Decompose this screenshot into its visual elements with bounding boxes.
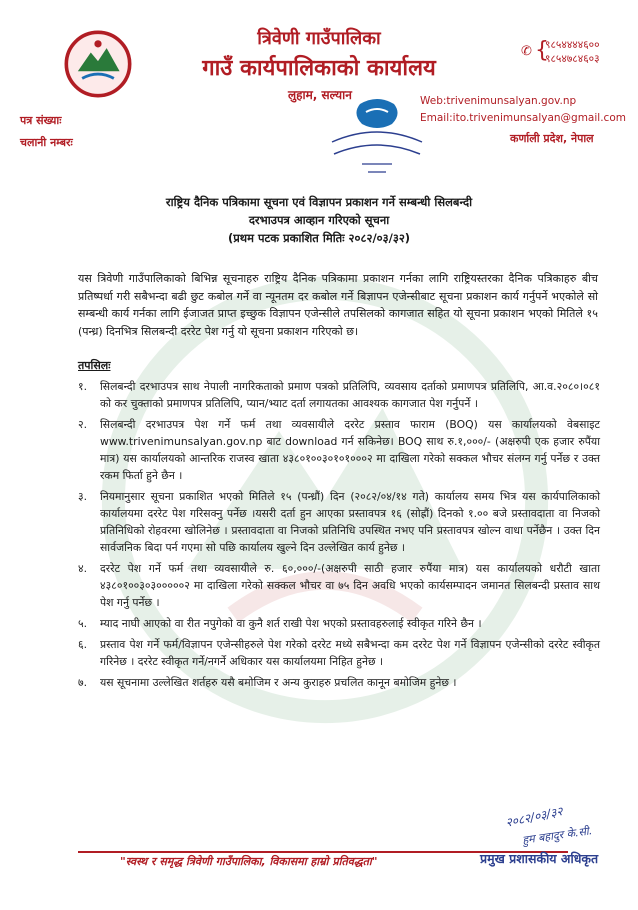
handwritten-signature-date: २०८२/०३/३२ <box>504 804 564 830</box>
list-item <box>78 636 600 670</box>
patra-sankhya-label: पत्र संख्याः <box>20 114 62 127</box>
list-item <box>78 674 600 691</box>
list-item <box>78 416 600 484</box>
chalani-number-label: चलानी नम्बरः <box>20 136 73 149</box>
phone-number-2: ९८५४७८४६०३ <box>545 53 600 65</box>
website: Web:trivenimunsalyan.gov.np <box>420 95 577 107</box>
municipality-name: त्रिवेणी गाउँपालिका <box>257 28 381 49</box>
item-number: ६. <box>78 638 88 651</box>
item-number: २. <box>78 418 88 431</box>
list-item <box>78 488 600 556</box>
office-location: लुहाम, सल्यान <box>288 88 352 102</box>
item-text: यस सूचनामा उल्लेखित शर्तहरु यसै बमोजिम र अन्य कुराहरु प्रचलित कानून बमोजिम हुनेछ । <box>100 676 457 689</box>
terms-list <box>78 378 600 695</box>
notice-title-line-1: राष्ट्रिय दैनिक पत्रिकामा सूचना एवं विज्ञापन प्रकाशन गर्ने सम्बन्धी सिलबन्दी <box>165 195 473 209</box>
list-item <box>78 615 600 632</box>
item-text: प्रस्ताव पेश गर्ने फर्म/विज्ञापन एजेन्सीहरुले पेश गरेको दररेट मध्ये सबैभन्दा कम दररेट पेश गर्ने विज्ञापन एजेन्सीको दररेट स्वीकृत गरिनेछ । दररेट स्वीकृत गर्ने/नगर्ने अधिकार यस कार्यालयमा निहित हुनेछ । <box>100 638 600 668</box>
phone-brace: { <box>535 38 549 63</box>
notice-publish-date: (प्रथम पटक प्रकाशित मितिः २०८२/०३/३२) <box>227 231 411 245</box>
phone-icon: ✆ <box>521 44 532 59</box>
signatory-name: हुम बहादुर के.सी. <box>521 824 594 847</box>
email-address: Email:ito.trivenimunsalyan@gmail.com <box>420 112 626 124</box>
notice-title-line-2: दरभाउपत्र आव्हान गरिएको सूचना <box>248 213 390 227</box>
item-number: ७. <box>78 676 88 689</box>
item-text: नियमानुसार सूचना प्रकाशित भएको मितिले १५ (पन्ध्रौं) दिन (२०८२/०४/१४ गते) कार्यालय समय भित्र यस कार्यपालिकाको कार्यालयमा दररेट पेश गरिसक्नु पर्नेछ ।यसरी दर्ता हुन आएका प्रस्तावपत्र १६ (सोह्रौं) दिनको १.०० बजे प्रस्तावदाता वा निजको प्रतिनिधिको रोहवरमा खोलिनेछ । प्रस्तावदाता वा निजको प्रतिनिधि उपस्थित नभए पनि प्रस्तावपत्र खोल्न वाधा पर्नेछैन । उक्त दिन सार्वजनिक बिदा पर्न गएमा सो पछि कार्यालय खुल्ने दिन उल्लेखित कार्य हुनेछ । <box>100 490 600 554</box>
item-number: ३. <box>78 490 88 503</box>
item-number: ५. <box>78 617 88 630</box>
item-text: सिलबन्दी दरभाउपत्र पेश गर्ने फर्म तथा व्यवसायीले दररेट प्रस्ताव फाराम (BOQ) यस कार्यालयको वेबसाइट www.trivenimunsalyan.gov.np बाट download गर्न सकिनेछ। BOQ साथ रु.१,०००/- (अक्षरुपी एक हजार रुपैंया मात्र) यस कार्यालयको आन्तरिक राजस्व खाता ४३८०१००३०१०१०००२ मा दाखिला गरेको सक्कल भौचर संलग्न गर्नु पर्नेछ र उक्त रकम फिर्ता हुने छैन । <box>100 418 600 482</box>
list-item <box>78 560 600 611</box>
office-name: गाउँ कार्यपालिकाको कार्यालय <box>202 56 436 81</box>
tapsil-heading: तपसिलः <box>78 359 111 372</box>
province: कर्णाली प्रदेश, नेपाल <box>510 132 594 145</box>
item-number: ४. <box>78 562 88 575</box>
intro-paragraph: यस त्रिवेणी गाउँपालिकाको बिभिन्न सूचनाहरु राष्ट्रिय दैनिक पत्रिकामा प्रकाशन गर्नका लागि राष्ट्रियस्तरका दैनिक पत्रिकाहरु बीच प्रतिष्पर्धा गरी सबैभन्दा बढी छुट कबोल गर्ने वा न्यूनतम दर कबोल गर्ने बिज्ञापन एजेन्सीबाट सूचना प्रकाशन कार्य गर्नुपर्ने भएकोले सो सम्बन्धी कार्य गर्नका लागि ईजाजत प्राप्त इच्छुक विज्ञापन एजेन्सीले तपसिलको कागजात सहित यो सूचना प्रकाशन भएको मितिले १५ (पन्ध्र) दिनभित्र सिलबन्दी दररेट पेश गर्नु यो सूचना प्रकाशन गरिएको छ। <box>78 272 598 338</box>
office-seal-icon <box>322 92 432 182</box>
item-text: दररेट पेश गर्ने फर्म तथा व्यवसायीले रु. ६०,०००/-(अक्षरुपी साठी हजार रुपैंया मात्र) यस कार्यालयको धरौटी खाता ४३८०१००३०३०००००२ मा दाखिला गरेको सक्कल भौचर वा ७५ दिन अवधि भएको कार्यसम्पादन जमानत सिलबन्दी प्रस्ताव साथ पेश गर्नु पर्नेछ । <box>100 562 600 609</box>
phone-numbers <box>545 38 600 66</box>
item-number: १. <box>78 380 88 393</box>
signatory-title: प्रमुख प्रशासकीय अधिकृत <box>480 851 599 866</box>
item-text: सिलबन्दी दरभाउपत्र साथ नेपाली नागरिकताको प्रमाण पत्रको प्रतिलिपि, व्यवसाय दर्ताको प्रमाणपत्र प्रतिलिपि, आ.व.२०८०।०८१ को कर चुक्ताको प्रमाणपत्र प्रतिलिपि, प्यान/भ्याट दर्ता लगायतका आवश्यक कागजात पेश गर्नुपर्ने । <box>100 380 600 410</box>
footer-slogan: "स्वस्थ र समृद्ध त्रिवेणी गाउँपालिका, विकासमा हाम्रो प्रतिवद्धता" <box>120 855 378 868</box>
list-item <box>78 378 600 412</box>
item-text: म्याद नाघी आएको वा रीत नपुगेको वा कुनै शर्त राखी पेश भएको प्रस्तावहरुलाई स्वीकृत गरिने छैन । <box>100 617 482 630</box>
phone-number-1: ९८५४४४४६०० <box>545 39 600 51</box>
